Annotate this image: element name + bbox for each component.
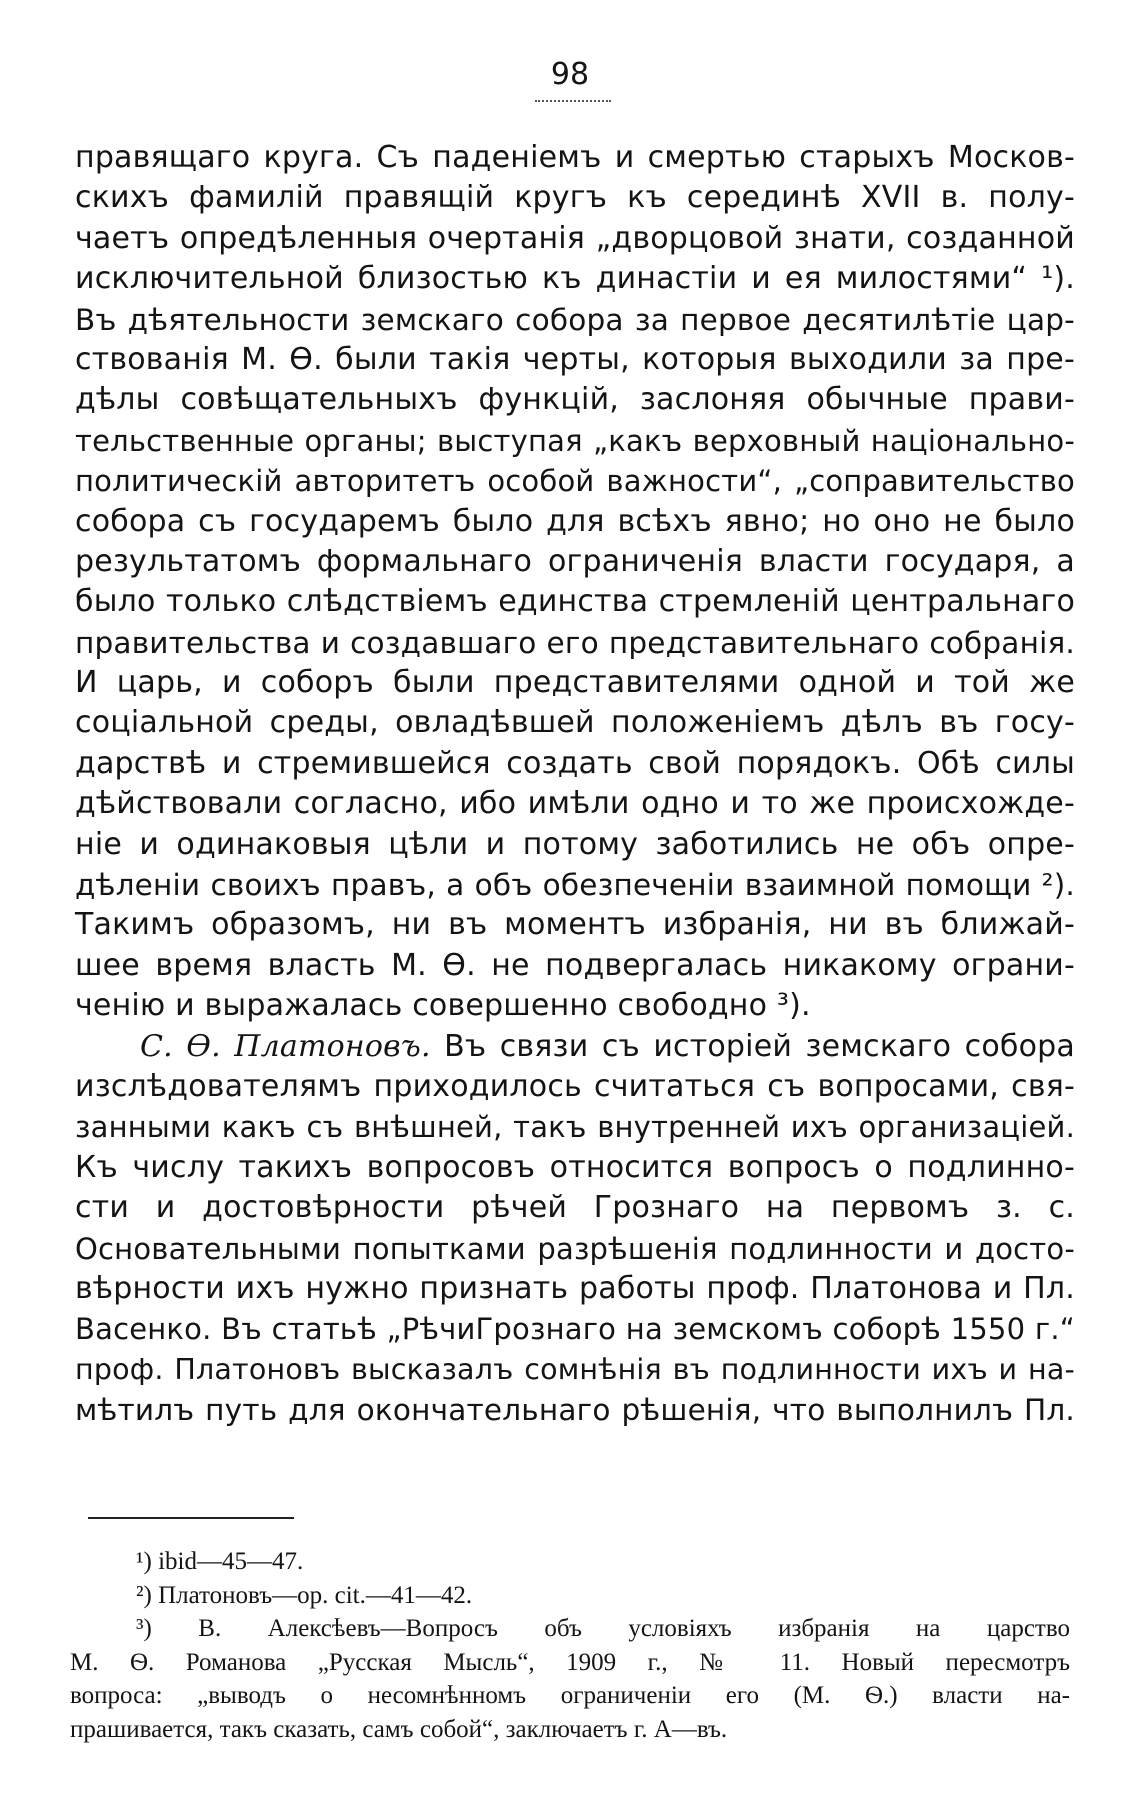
text-line: политическій авторитетъ особой важности“, „соправительство: [75, 464, 1075, 499]
footnote-3-line: вопроса: „выводъ о несомнѣнномъ ограниченіи его (М. Ѳ.) власти на-: [70, 1682, 1070, 1709]
page-number: 98: [550, 57, 590, 92]
text-line: Основательными попытками разрѣшенія подлинности и досто-: [75, 1231, 1075, 1266]
text-line: изслѣдователямъ приходилось считаться съ вопросами, свя-: [75, 1068, 1075, 1104]
text-line: чаетъ опредѣленныя очертанія „дворцовой знати, созданной: [75, 220, 1075, 256]
footnote-1: ¹) ibid—45—47.: [136, 1548, 304, 1575]
section-first-line-text: Въ связи съ исторіей земскаго собора: [444, 1028, 1075, 1064]
footnote-3-line: ³) В. Алексѣевъ—Вопросъ объ условіяхъ избранія на царство: [136, 1615, 1070, 1642]
text-line: И царь, и соборъ были представителями одной и той же: [75, 665, 1075, 701]
author-heading: С. Ѳ. Платоновъ.: [140, 1028, 431, 1064]
text-line: ніе и одинаковыя цѣли и потому заботились не объ опре-: [75, 826, 1075, 862]
text-line: ствованія М. Ѳ. были такія черты, которыя выходили за пре-: [75, 341, 1075, 377]
text-line: правящаго круга. Съ паденіемъ и смертью старыхъ Москов-: [75, 140, 1075, 175]
text-line: результатомъ формальнаго ограниченія власти государя, а: [75, 543, 1075, 579]
text-line: проф. Платоновъ высказалъ сомнѣнія въ подлинности ихъ и на-: [75, 1352, 1075, 1386]
text-line: Васенко. Въ статьѣ „РѣчиГрознаго на земскомъ соборѣ 1550 г.“: [75, 1312, 1075, 1347]
text-line: Въ дѣятельности земскаго собора за первое десятилѣтіе цар-: [75, 302, 1075, 337]
text-line: дѣлы совѣщательныхъ функцій, заслоняя обычные прави-: [75, 382, 1075, 418]
section-first-line: [75, 1027, 1075, 1067]
text-line: шее время власть М. Ѳ. не подвергалась никакому ограни-: [75, 947, 1075, 983]
text-line: занными какъ съ внѣшней, такъ внутренней ихъ организаціей.: [75, 1110, 1075, 1145]
text-line: Къ числу такихъ вопросовъ относится вопросъ о подлинно-: [75, 1149, 1075, 1185]
text-line: мѣтилъ путь для окончательнаго рѣшенія, что выполнилъ Пл.: [75, 1393, 1075, 1428]
text-line: дарствѣ и стремившейся создать свой порядокъ. Обѣ силы: [75, 745, 1075, 781]
text-line: тельственные органы; выступая „какъ верховный національно-: [75, 423, 1075, 458]
text-line: Такимъ образомъ, ни въ моментъ избранія, ни въ ближай-: [75, 907, 1075, 943]
footnote-3-line: прашивается, такъ сказать, самъ собой“, заключаетъ г. А—въ.: [70, 1715, 728, 1743]
text-line: скихъ фамилій правящій кругъ къ серединѣ XVII в. полу-: [75, 180, 1075, 216]
body-text: [75, 138, 1075, 1431]
text-line: соціальной среды, овладѣвшей положеніемъ дѣлъ въ госу-: [75, 705, 1075, 741]
text-line: правительства и создавшаго его представительнаго собранія.: [75, 625, 1075, 660]
page-number-underline: [535, 100, 611, 102]
footnotes: [70, 1545, 1070, 1746]
text-line: было только слѣдствіемъ единства стремленій центральнаго: [75, 584, 1075, 620]
text-line: дѣйствовали согласно, ибо имѣли одно и то же происхожде-: [75, 786, 1075, 822]
text-line: вѣрности ихъ нужно признать работы проф. Платонова и Пл.: [75, 1270, 1075, 1306]
footnote-2: ²) Платоновъ—op. cit.—41—42.: [136, 1581, 473, 1609]
text-line: ченію и выражалась совершенно свободно ³).: [75, 988, 811, 1024]
text-line: дѣленіи своихъ правъ, а объ обезпеченіи взаимной помощи ²).: [75, 868, 1075, 903]
text-line: исключительной близостью къ династіи и ея милостями“ ¹).: [75, 261, 1075, 297]
footnote-separator: [88, 1517, 294, 1519]
text-line: собора съ государемъ было для всѣхъ явно; но оно не было: [75, 503, 1075, 539]
text-line: сти и достовѣрности рѣчей Грознаго на первомъ з. с.: [75, 1190, 1075, 1226]
footnote-3-line: М. Ѳ. Романова „Русская Мысль“, 1909 г., № 11. Новый пересмотръ: [70, 1648, 1070, 1676]
